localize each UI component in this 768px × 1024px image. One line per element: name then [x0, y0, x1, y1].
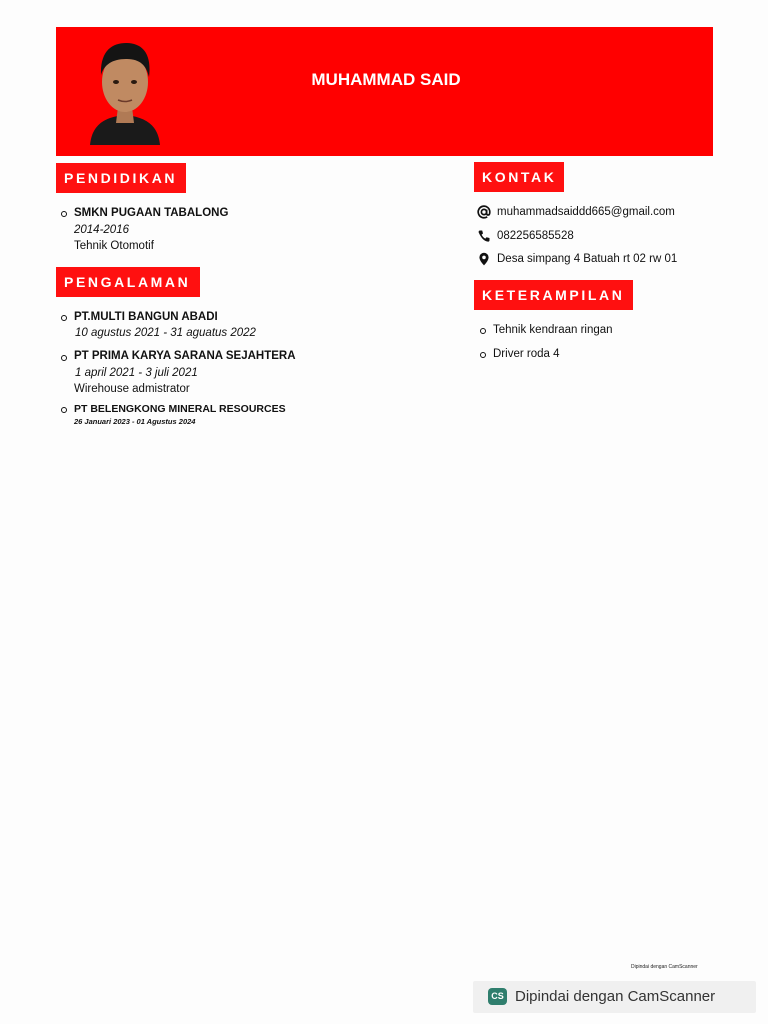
section-title-pendidikan: PENDIDIKAN: [56, 163, 186, 193]
section-title-kontak: KONTAK: [474, 162, 564, 192]
bullet-icon: [61, 355, 67, 361]
experience-period: 26 Januari 2023 - 01 Agustus 2024: [74, 417, 196, 426]
experience-period: 1 april 2021 - 3 juli 2021: [75, 367, 198, 379]
phone-icon: [477, 229, 491, 243]
education-major: Tehnik Otomotif: [74, 240, 154, 252]
bullet-icon: [61, 407, 67, 413]
camscanner-banner: [473, 981, 756, 1013]
header-banner: [56, 27, 713, 156]
bullet-icon: [61, 315, 67, 321]
camscanner-logo-icon: CS: [488, 988, 507, 1005]
camscanner-text: Dipindai dengan CamScanner: [515, 988, 716, 1005]
bullet-icon: [61, 211, 67, 217]
bullet-icon: [480, 352, 486, 358]
scanner-watermark-small: Dipindai dengan CamScanner: [631, 964, 698, 970]
skill-item: Driver roda 4: [493, 348, 560, 360]
education-school: SMKN PUGAAN TABALONG: [74, 207, 229, 219]
experience-role: Wirehouse admistrator: [74, 383, 190, 395]
experience-period: 10 agustus 2021 - 31 aguatus 2022: [75, 327, 256, 339]
experience-company: PT BELENGKONG MINERAL RESOURCES: [74, 403, 286, 415]
section-title-pengalaman: PENGALAMAN: [56, 267, 200, 297]
profile-photo: [82, 37, 168, 145]
section-title-keterampilan: KETERAMPILAN: [474, 280, 633, 310]
contact-address: Desa simpang 4 Batuah rt 02 rw 01: [497, 253, 678, 265]
at-sign-icon: [477, 205, 491, 219]
experience-company: PT PRIMA KARYA SARANA SEJAHTERA: [74, 350, 296, 362]
person-name: MUHAMMAD SAID: [311, 70, 461, 89]
skill-item: Tehnik kendraan ringan: [493, 324, 613, 336]
education-years: 2014-2016: [74, 224, 129, 236]
experience-company: PT.MULTI BANGUN ABADI: [74, 311, 218, 323]
contact-email: muhammadsaiddd665@gmail.com: [497, 206, 675, 218]
bullet-icon: [480, 328, 486, 334]
contact-phone: 082256585528: [497, 230, 574, 242]
map-pin-icon: [477, 252, 491, 266]
